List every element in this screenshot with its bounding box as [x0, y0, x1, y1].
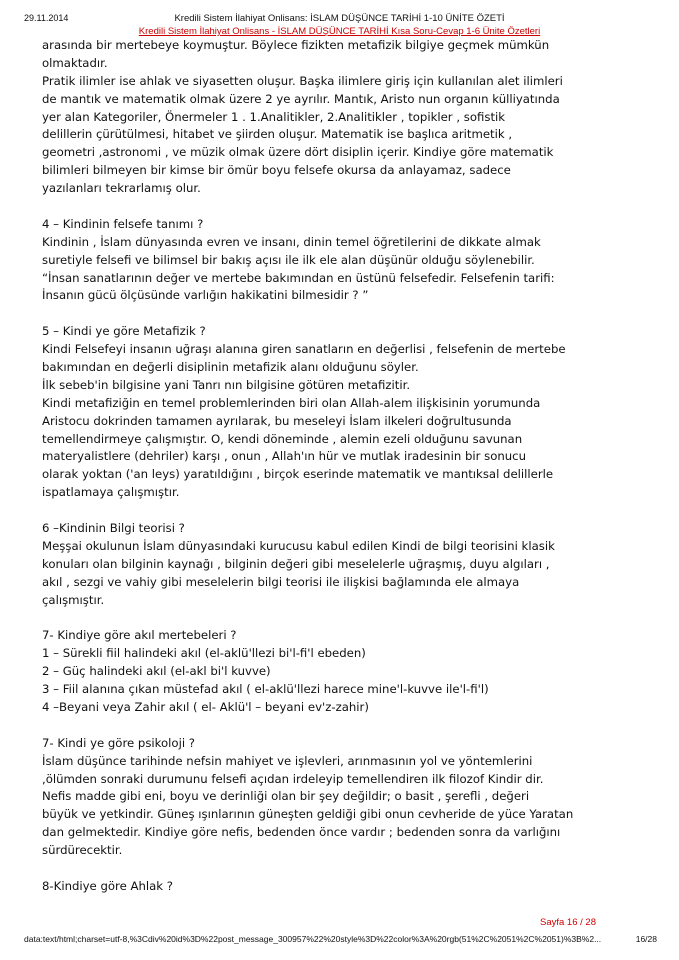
text-line: de mantık ve matematik olmak üzere 2 ye ayrılır. Mantık, Aristo nun organın külliyatında [42, 91, 560, 106]
text-line: Nefis madde gibi eni, boyu ve derinliği olan bir şey değildir; o basit , şerefli , değeri [42, 789, 530, 804]
source-url: data:text/html;charset=utf-8,%3Cdiv%20id%3D%22post_message_300957%22%20style%3D%22color%3A%20rgb(51%2C%2051%2C%2051)%3B%2... [24, 934, 602, 944]
text-line: bilimleri bilmeyen bir kimse bir ömür boyu felsefe okursa da anlayamaz, sadece [42, 163, 511, 178]
text-line: 6 –Kindinin Bilgi teorisi ? [42, 521, 185, 536]
text-line: geometri ,astronomi , ve müzik olmak üzere dört disiplin içerir. Kindiye göre matematik [42, 145, 554, 160]
text-line: Kindi Felsefeyi insanın uğraşı alanına giren sanatların en değerlisi , felsefenin de mertebe [42, 342, 566, 357]
text-line: akıl , sezgi ve vahiy gibi meselelerin bilgi teorisi ile ilişkisi bağlamında ele almaya [42, 574, 520, 589]
text-line: 4 – Kindinin felsefe tanımı ? [42, 216, 204, 231]
text-line: yazılanları tekrarlamış olur. [42, 181, 201, 196]
text-line: ispatlamaya çalışmıştır. [42, 485, 180, 500]
text-line: yer alan Kategoriler, Önermeler 1 . 1.Analitikler, 2.Analitikler , topikler , sofistik [42, 109, 506, 124]
text-line: materyalistlere (dehriler) karşı , onun , Allah'ın hür ve mutlak iradesinin bir sonucu [42, 449, 527, 464]
print-page-count: 16/28 [635, 934, 657, 944]
text-line: Meşşai okulunun İslam dünyasındaki kurucusu kabul edilen Kindi de bilgi teorisini klasik [42, 538, 555, 553]
text-line: dan gelmektedir. Kindiye göre nefis, bedenden önce vardır ; bedenden sonra da varlığını [42, 825, 561, 840]
text-line: suretiyle felsefi ve bilimsel bir bakış açısı ile ilk ele alan düşünür olduğu söylenebilir. [42, 252, 535, 267]
paragraph-gap [42, 860, 659, 878]
paragraph-gap [42, 717, 659, 735]
text-line: Pratik ilimler ise ahlak ve siyasetten oluşur. Başka ilimlere giriş için kullanılan alet ilimleri [42, 73, 563, 88]
print-date: 29.11.2014 [24, 13, 69, 23]
text-line: 8-Kindiye göre Ahlak ? [42, 878, 173, 893]
paragraph-gap [42, 610, 659, 628]
text-line: 4 –Beyani veya Zahir akıl ( el- Aklü'l – beyani ev'z-zahir) [42, 699, 369, 714]
text-line: ,ölümden sonraki durumunu felsefi açıdan irdeleyip temellendiren ilk filozof Kindir dir. [42, 771, 544, 786]
page-number-label: Sayfa 16 / 28 [540, 917, 596, 928]
text-line: arasında bir mertebeye koymuştur. Böylece fizikten metafizik bilgiye geçmek mümkün [42, 38, 550, 52]
text-line: İnsanın gücü ölçüsünde varlığın hakikatini bilmesidir ? ” [42, 288, 369, 303]
text-line: olarak yoktan ('an leys) yaratıldığını , birçok eserinde matematik ve mantıksal delillerle [42, 467, 554, 482]
paragraph-gap [42, 502, 659, 520]
text-line: 3 – Fiil alanına çıkan müstefad akıl ( el-aklü'llezi harece mine'l-kuvve ile'l-fi'l) [42, 682, 489, 697]
text-line: 2 – Güç halindeki akıl (el-akl bi'l kuvve) [42, 664, 271, 679]
text-line: büyük ve yetkindir. Güneş ışınlarının güneşten geldiği gibi onun cevheride de yüce Yaratan [42, 807, 574, 822]
document-body [42, 37, 659, 896]
text-line: olmaktadır. [42, 55, 108, 70]
text-line: Kindinin , İslam dünyasında evren ve insanı, dinin temel öğretilerini de dikkate almak [42, 234, 541, 249]
text-line: İlk sebeb'in bilgisine yani Tanrı nın bilgisine götüren metafizitir. [42, 377, 411, 392]
text-line: temellendirmeye çalışmıştır. O, kendi döneminde , alemin ezeli olduğunu savunan [42, 431, 523, 446]
text-line: Aristocu dokrinden tamamen ayrılarak, bu meseleyi İslam ilkeleri doğrultusunda [42, 413, 512, 428]
text-line: delillerin çürütülmesi, hitabet ve şiirden oluşur. Matematik ise başlıca aritmetik , [42, 127, 513, 142]
text-line: konuları olan bilginin kaynağı , bilginin değeri gibi meselelerle uğraşmış, duyu algıları , [42, 556, 550, 571]
document-title-link[interactable]: Kredili Sistem İlahiyat Onlisans - İSLAM DÜŞÜNCE TARİHİ Kısa Soru-Cevap 1-6 Ünite Özetleri [138, 26, 541, 37]
text-line: 5 – Kindi ye göre Metafizik ? [42, 324, 206, 339]
text-line: 1 – Sürekli fiil halindeki akıl (el-aklü'llezi bi'l-fi'l ebeden) [42, 646, 366, 661]
text-line: “İnsan sanatlarının değer ve mertebe bakımından en üstünü felsefedir. Felsefenin tarifi: [42, 270, 555, 285]
text-line: çalışmıştır. [42, 592, 105, 607]
text-line: İslam düşünce tarihinde nefsin mahiyet ve işlevleri, arınmasının yol ve yöntemlerini [42, 753, 533, 768]
text-line: bakımından en değerli disiplinin metafizik alanı olduğunu söyler. [42, 360, 419, 375]
text-line: 7- Kindi ye göre psikoloji ? [42, 735, 195, 750]
page-title: Kredili Sistem İlahiyat Onlisans: İSLAM DÜŞÜNCE TARİHİ 1-10 ÜNİTE ÖZETİ [174, 13, 505, 24]
paragraph-gap [42, 198, 659, 216]
paragraph-gap [42, 305, 659, 323]
text-line: Kindi metafiziğin en temel problemlerinden biri olan Allah-alem ilişkisinin yorumunda [42, 395, 541, 410]
text-line: sürdürecektir. [42, 843, 123, 858]
text-line: 7- Kindiye göre akıl mertebeleri ? [42, 628, 237, 643]
